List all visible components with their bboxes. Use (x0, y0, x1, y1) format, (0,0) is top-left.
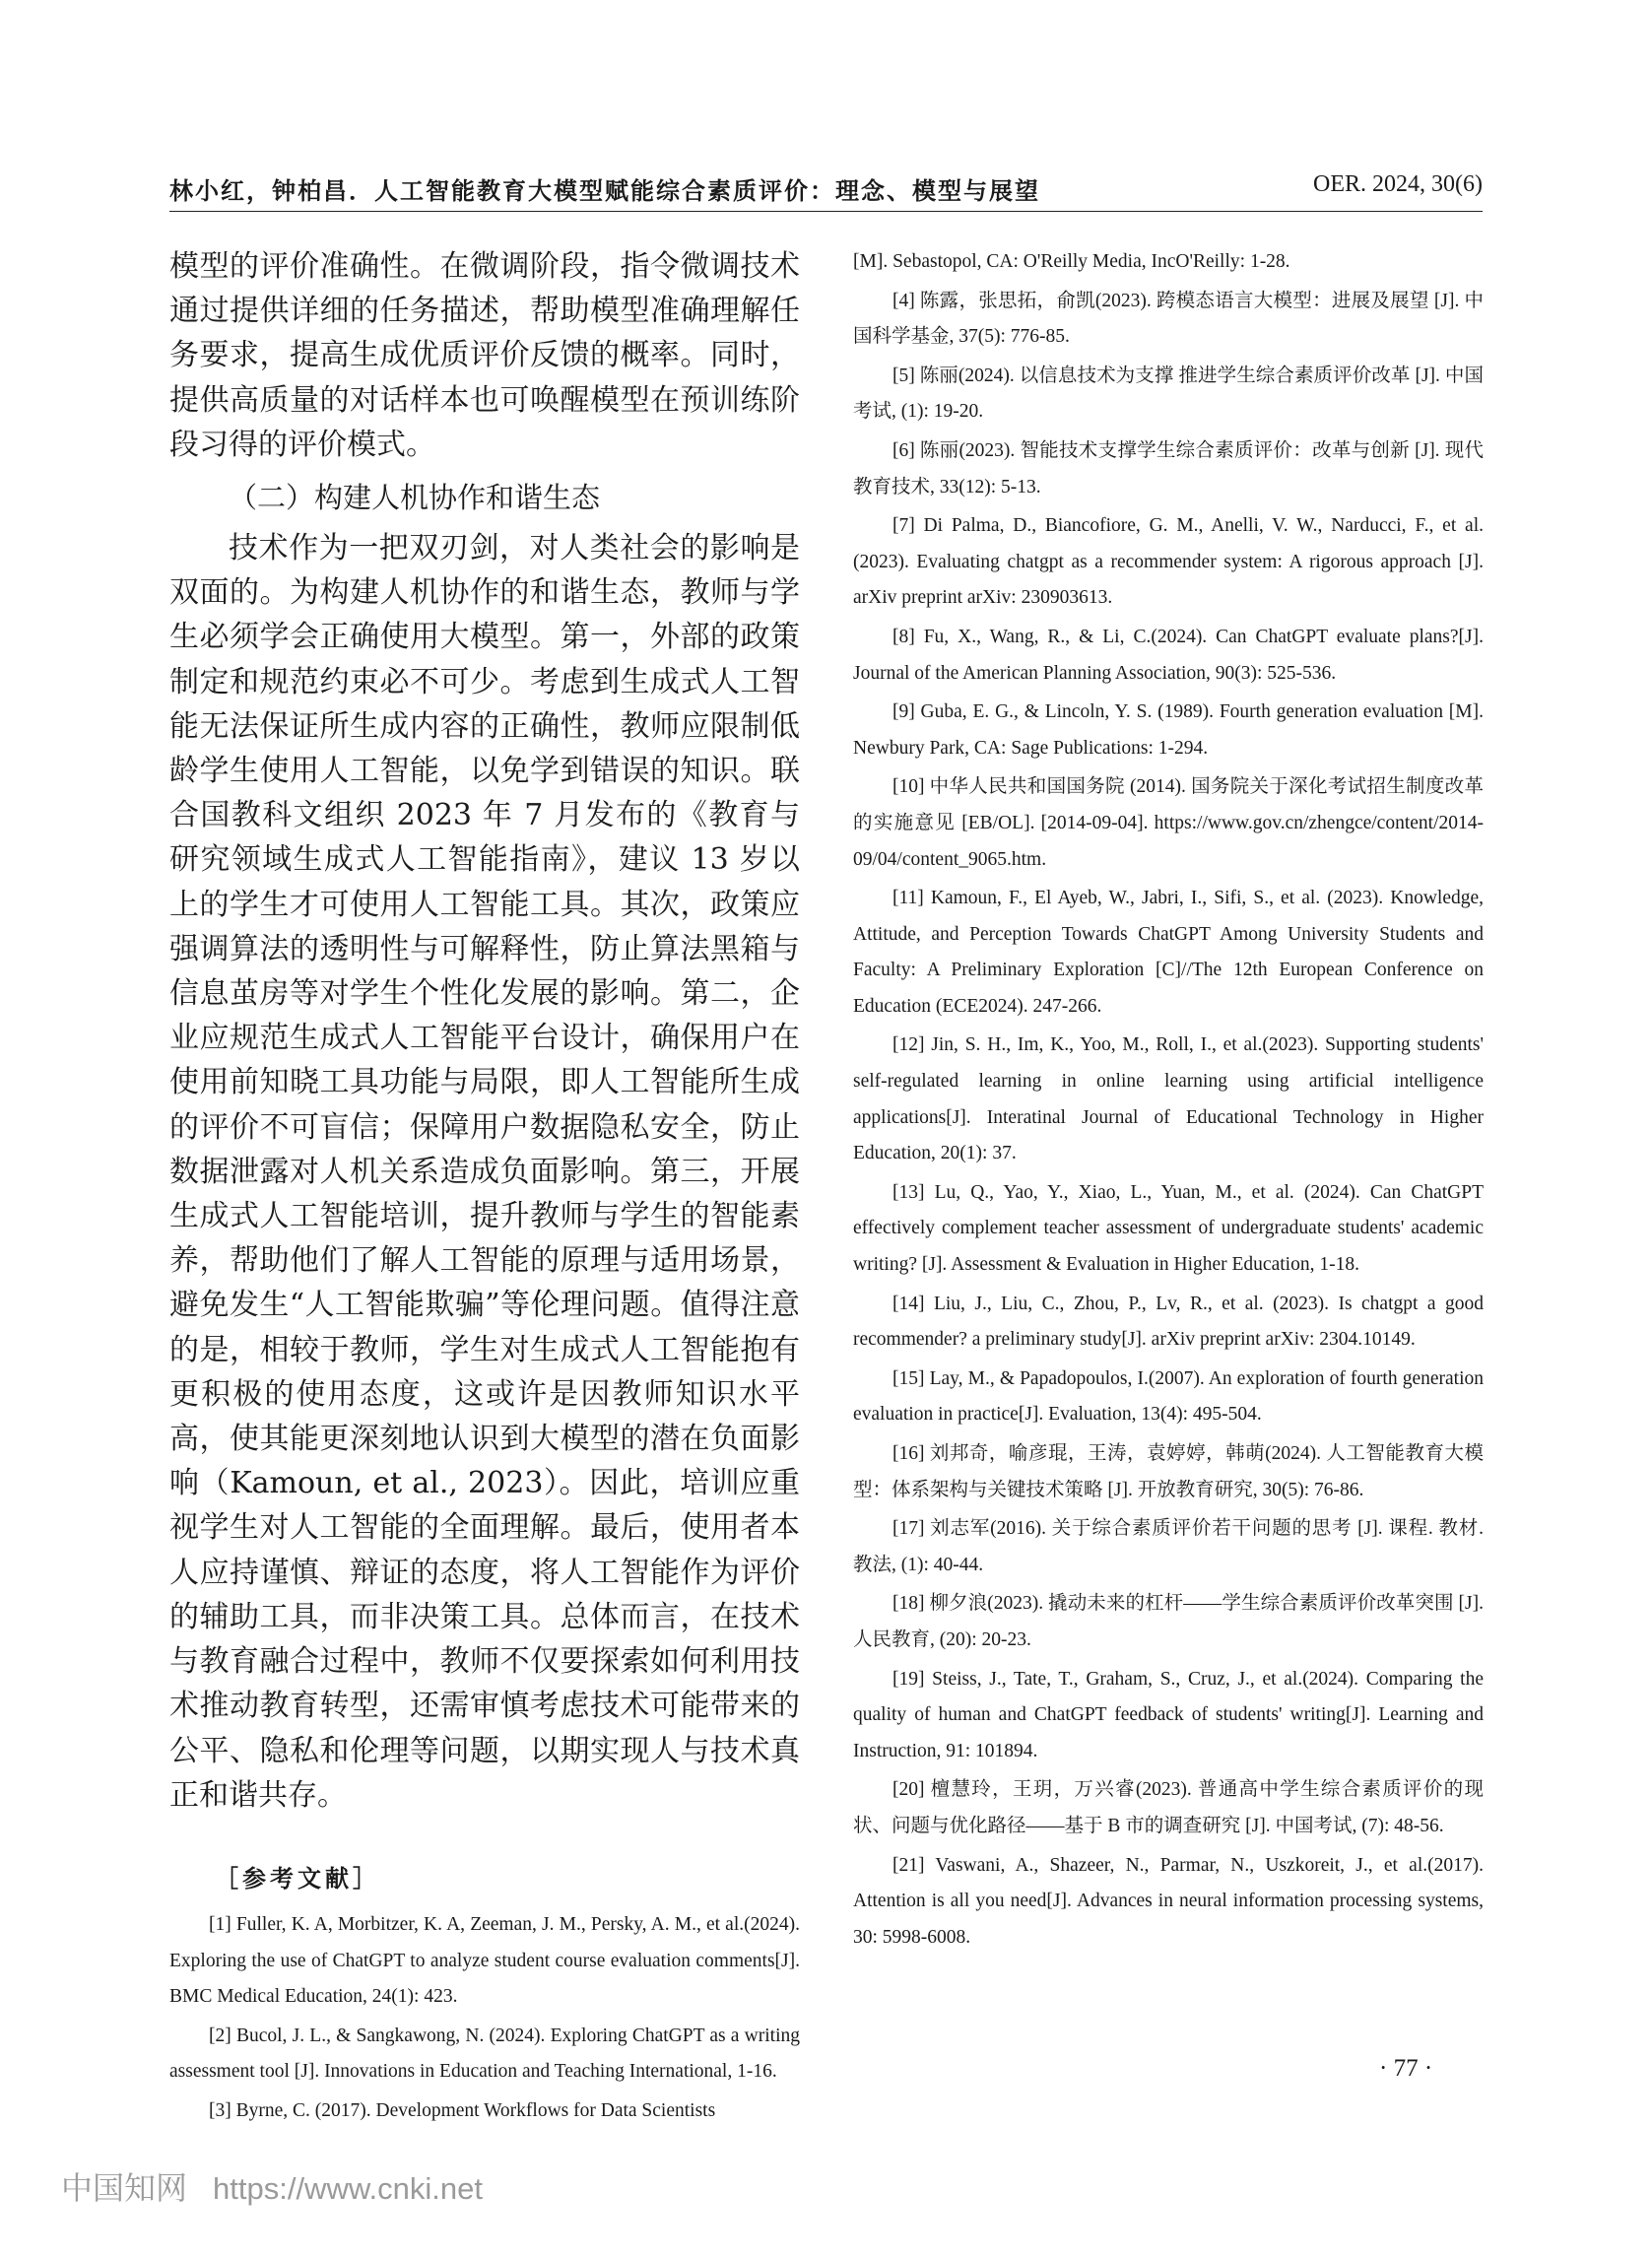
reference-item: [16] 刘邦奇，喻彦琨，王涛，袁婷婷，韩萌(2024). 人工智能教育大模型：体系架构与关键技术策略 [J]. 开放教育研究, 30(5): 76-86. (853, 1443, 1484, 1500)
reference-item: [4] 陈露，张思拓，俞凯(2023). 跨模态语言大模型：进展及展望 [J]. 中国科学基金, 37(5): 776-85. (853, 290, 1484, 348)
watermark-brand: 中国知网 (61, 2169, 188, 2207)
right-column (853, 244, 1484, 1959)
running-header (169, 167, 1483, 212)
reference-item: [18] 柳夕浪(2023). 撬动未来的杠杆——学生综合素质评价改革突围 [J]. 人民教育, (20): 20-23. (853, 1593, 1484, 1650)
left-column (169, 244, 800, 2132)
reference-item: [2] Bucol, J. L., & Sangkawong, N. (2024). Exploring ChatGPT as a writing assessment tool [J]. Innovations in Education and Teaching International, 1-16. (169, 2025, 800, 2083)
section-subheading: （二）构建人机协作和谐生态 (229, 481, 601, 515)
body-paragraph: 技术作为一把双刃剑，对人类社会的影响是双面的。为构建人机协作的和谐生态，教师与学生必须学会正确使用大模型。第一，外部的政策制定和规范约束必不可少。考虑到生成式人工智能无法保证所生成内容的正确性，教师应限制低龄学生使用人工智能，以免学到错误的知识。联合国教科文组织 2023 年 7 月发布的《教育与研究领域生成式人工智能指南》，建议 13 岁以上的学生才可使用人工智能工具。其次，政策应强调算法的透明性与可解释性，防止算法黑箱与信息茧房等对学生个性化发展的影响。第二，企业应规范生成式人工智能平台设计，确保用户在使用前知晓工具功能与局限，即人工智能所生成的评价不可盲信；保障用户数据隐私安全，防止数据泄露对人机关系造成负面影响。第三，开展生成式人工智能培训，提升教师与学生的智能素养，帮助他们了解人工智能的原理与适用场景，避免发生“人工智能欺骗”等伦理问题。值得注意的是，相较于教师，学生对生成式人工智能抱有更积极的使用态度，这或许是因教师知识水平高，使其能更深刻地认识到大模型的潜在负面影响（Kamoun, et al., 2023）。因此，培训应重视学生对人工智能的全面理解。最后，使用者本人应持谨慎、辩证的态度，将人工智能作为评价的辅助工具，而非决策工具。总体而言，在技术与教育融合过程中，教师不仅要探索如何利用技术推动教育转型，还需审慎考虑技术可能带来的公平、隐私和伦理等问题，以期实现人与技术真正和谐共存。 (169, 531, 800, 1813)
reference-item: [8] Fu, X., Wang, R., & Li, C.(2024). Can ChatGPT evaluate plans?[J]. Journal of the American Planning Association, 90(3): 525-536. (853, 626, 1484, 684)
header-citation: 林小红，钟柏昌．人工智能教育大模型赋能综合素质评价：理念、模型与展望 (169, 176, 1040, 205)
reference-item: [17] 刘志军(2016). 关于综合素质评价若干问题的思考 [J]. 课程. 教材. 教法, (1): 40-44. (853, 1518, 1484, 1575)
reference-item: [10] 中华人民共和国国务院 (2014). 国务院关于深化考试招生制度改革的实施意见 [EB/OL]. [2014-09-04]. https://www.gov.cn/zhengce/content/2014-09/04/content_9065.htm. (853, 776, 1484, 870)
cnki-watermark (61, 2163, 483, 2209)
reference-item: [13] Lu, Q., Yao, Y., Xiao, L., Yuan, M., et al. (2024). Can ChatGPT effectively complement teacher assessment of undergraduate students' academic writing? [J]. Assessment & Evaluation in Higher Education, 1-18. (853, 1181, 1484, 1276)
reference-item: [3] Byrne, C. (2017). Development Workflows for Data Scientists (209, 2099, 716, 2121)
reference-item: [15] Lay, M., & Papadopoulos, I.(2007). An exploration of fourth generation evaluation in practice[J]. Evaluation, 13(4): 495-504. (853, 1367, 1484, 1426)
header-journal-info: OER. 2024, 30(6) (1313, 171, 1483, 197)
reference-item: [19] Steiss, J., Tate, T., Graham, S., Cruz, J., et al.(2024). Comparing the quality of human and ChatGPT feedback of students' writing[J]. Learning and Instruction, 91: 101894. (853, 1668, 1484, 1761)
watermark-url[interactable]: https://www.cnki.net (213, 2171, 483, 2206)
reference-list-left (169, 1907, 800, 2130)
reference-item: [21] Vaswani, A., Shazeer, N., Parmar, N., Uszkoreit, J., et al.(2017). Attention is all you need[J]. Advances in neural information processing systems, 30: 5998-6008. (853, 1854, 1484, 1948)
reference-item: [6] 陈丽(2023). 智能技术支撑学生综合素质评价：改革与创新 [J]. 现代教育技术, 33(12): 5-13. (853, 439, 1484, 498)
reference-item: [M]. Sebastopol, CA: O'Reilly Media, IncO'Reilly: 1-28. (853, 251, 1290, 272)
reference-item: [1] Fuller, K. A, Morbitzer, K. A, Zeeman, J. M., Persky, A. M., et al.(2024). Exploring the use of ChatGPT to analyze student course evaluation comments[J]. BMC Medical Education, 24(1): 423. (169, 1913, 800, 2008)
references-heading: ［参考文献］ (215, 1863, 380, 1893)
reference-item: [12] Jin, S. H., Im, K., Yoo, M., Roll, I., et al.(2023). Supporting students' self-regulated learning in online learning using artificial intelligence applications[J]. Interatinal Journal of Educational Technology in Higher Education, 20(1): 37. (853, 1034, 1484, 1164)
page-number: · 77 · (1379, 2055, 1433, 2082)
reference-item: [11] Kamoun, F., El Ayeb, W., Jabri, I., Sifi, S., et al. (2023). Knowledge, Attitude, and Perception Towards ChatGPT Among University Students and Faculty: A Preliminary Exploration [C]//The 12th European Conference on Education (ECE2024). 247-266. (853, 888, 1484, 1017)
reference-item: [9] Guba, E. G., & Lincoln, Y. S. (1989). Fourth generation evaluation [M]. Newbury Park, CA: Sage Publications: 1-294. (853, 701, 1484, 759)
reference-item: [7] Di Palma, D., Biancofiore, G. M., Anelli, V. W., Narducci, F., et al. (2023). Evaluating chatgpt as a recommender system: A rigorous approach [J]. arXiv preprint arXiv: 230903613. (853, 515, 1484, 609)
body-paragraph: 模型的评价准确性。在微调阶段，指令微调技术通过提供详细的任务描述，帮助模型准确理解任务要求，提高生成优质评价反馈的概率。同时，提供高质量的对话样本也可唤醒模型在预训练阶段习得的评价模式。 (169, 249, 800, 462)
reference-item: [5] 陈丽(2024). 以信息技术为支撑 推进学生综合素质评价改革 [J]. 中国考试, (1): 19-20. (853, 365, 1484, 423)
reference-item: [14] Liu, J., Liu, C., Zhou, P., Lv, R., et al. (2023). Is chatgpt a good recommender? a preliminary study[J]. arXiv preprint arXiv: 2304.10149. (853, 1293, 1484, 1351)
reference-item: [20] 檀慧玲，王玥，万兴睿(2023). 普通高中学生综合素质评价的现状、问题与优化路径——基于 B 市的调查研究 [J]. 中国考试, (7): 48-56. (853, 1779, 1484, 1836)
